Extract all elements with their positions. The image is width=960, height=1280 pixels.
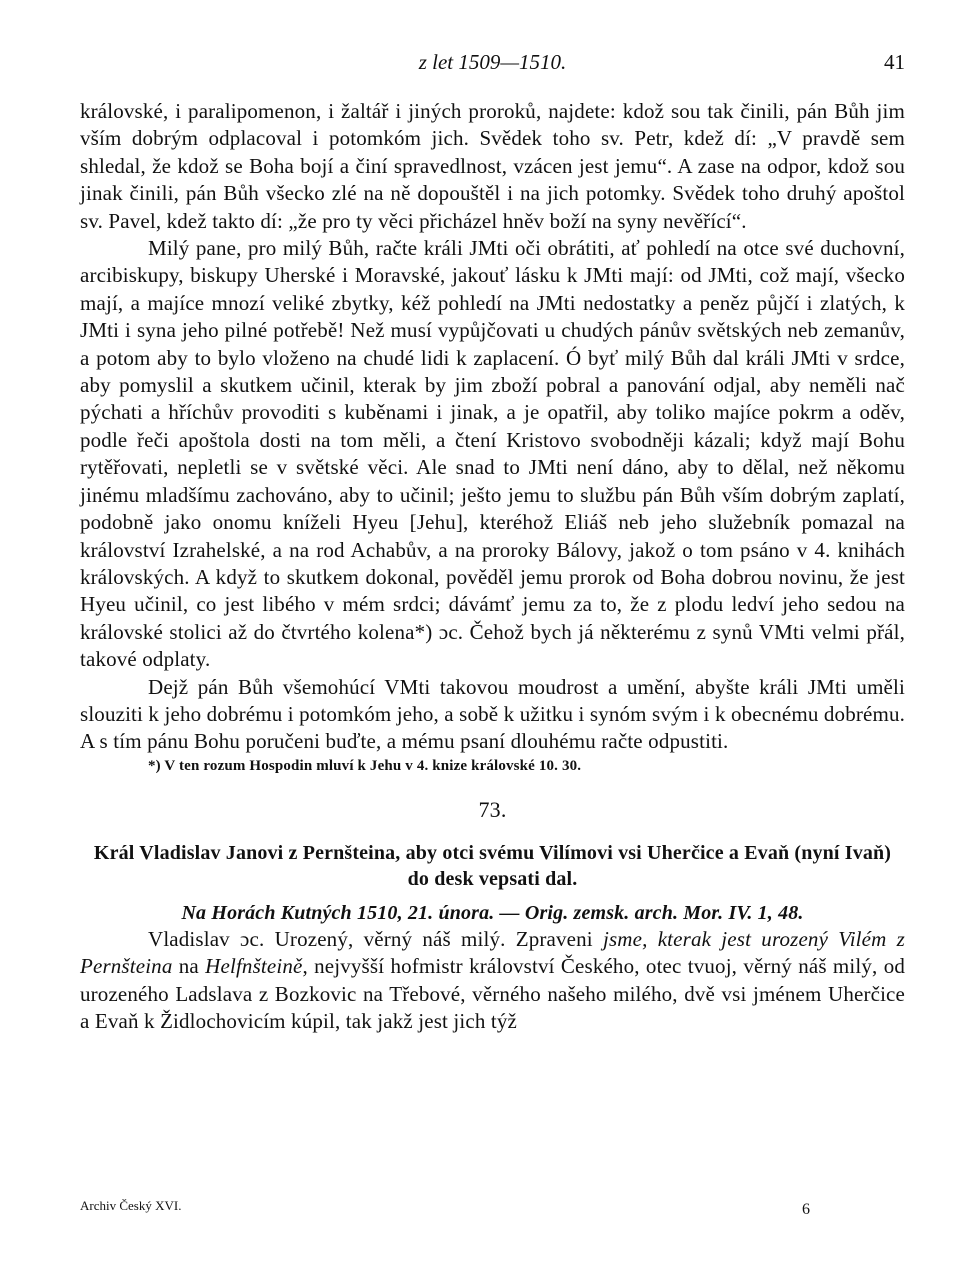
document-title: Král Vladislav Janovi z Pernšteina, aby otci svému Vilímovi vsi Uherčice a Evaň (nyní Ivaň) do desk vepsati dal. [93,841,892,890]
archive-signature: Archiv Český XVI. [80,1198,182,1213]
page-footer [80,1198,905,1222]
page-number: 41 [884,50,905,74]
sheet-number: 6 [802,1201,810,1218]
page-header [80,50,905,80]
paragraph-3: Dejž pán Bůh všemohúcí VMti takovou moudrost a umění, abyšte králi JMti uměli slouziti k jeho dobrému i potomkóm jeho, a sobě k užitku i synóm svým i k obecnému dobrému. A s tím pánu Bohu poručeni buďte, a mému psaní dlouhému račte odpustiti. [80,674,905,754]
page-body [80,98,905,1035]
footnote: *) V ten rozum Hospodin mluví k Jehu v 4. knize královské 10. 30. [148,757,582,774]
handwritten-insert: jsme, kterak jest urozený Vilém z Pernšteina [80,926,905,979]
paragraph-1: královské, i paralipomenon, i žaltář i jiných proroků, najdete: kdož sou tak činili, pán Bůh jim vším dobrým odplacoval i potomkóm jich. Svědek toho sv. Petr, kdež dí: „V pravdě sem shledal, že kdož se Boha bojí a činí spravedlnost, vzácen jest jemu“. A zase na odpor, kdož sou jinak činili, pán Bůh všecko zlé na ně dopouštěl i na jich potomky. Svědek toho druhý apoštol sv. Pavel, kdež takto dí: „že pro ty věci přicházel hněv boží na syny nevěřící“. [80,99,905,233]
document-text-mid: na [172,954,206,979]
document-source: Na Horách Kutných 1510, 21. února. — Orig. zemsk. arch. Mor. IV. 1, 48. [181,901,804,924]
paragraph-2: Milý pane, pro milý Bůh, račte králi JMti oči obrátiti, ať pohledí na otce své duchovní, arcibiskupy, biskupy Uherské i Moravské, jakouť lásku k JMti mají: od JMti, což mají, všecko mají, a majíce mnozí veliké zbytky, kéž pohledí na JMti nedostatky a peněz půjčí i zlatých, k JMti i syna jeho pilné potřebě! Než musí vypůjčovati u chudých pánův světských neb zemanův, a potom aby to bylo vloženo na chudé lidi k zaplacení. Ó byť milý Bůh dal králi JMti v srdce, aby pomyslil a skutkem učinil, kterak by jim zboží pobral a panování odjal, aby neměli nač pýchati a hříchův provoditi s kuběnami i jinak, a je opatřil, aby toliko majíce pokrm a oděv, podle řeči apoštola dosti na tom měli, a čtení Kristovo svobodněji kázali; když mají Bohu rytěřovati, nepletli se v světské věci. Ale snad to JMti není dáno, aby to dělal, než někomu jinému mladšímu zachováno, aby to učinil; ješto jemu to službu pán Bůh vším dobrým zaplatí, podobně jako onomu kníželi Hyeu [Jehu], kteréhož Eliáš neb jeho služebník pomazal na království Izrahelské, a na rod Achabův, a na proroky Bálovy, jakož o tom psáno v 4. knihách královských. A když to skutkem dokonal, pověděl jemu prorok od Boha dobrou novinu, že jest Hyeu učinil, co jest libého v mém srdci; dávámť jemu za to, že z plodu ledví jeho sedou na královské stolici až do čtvrtého kolena*) ɔc. Čehož bych já některému z synů VMti velmi přál, takové odplaty. [80,236,905,672]
document-text-start: Vladislav ɔc. Urozený, věrný náš milý. Zpraveni [148,926,603,951]
document-number: 73. [478,796,507,822]
document-text-end: , nejvyšší hofmistr království Českého, otec tvuoj, věrný náš milý, od urozeného Ladslava z Bozkovic na Třebové, věrného našeho milého, dvě vsi jménem Uherčice a Evaň k Židlochovicím kúpil, tak jakž jest jich týž [80,954,906,1033]
document-text [80,926,905,1036]
running-head: z let 1509—1510. [418,50,567,74]
handwritten-place: Helfnšteině [205,954,303,979]
